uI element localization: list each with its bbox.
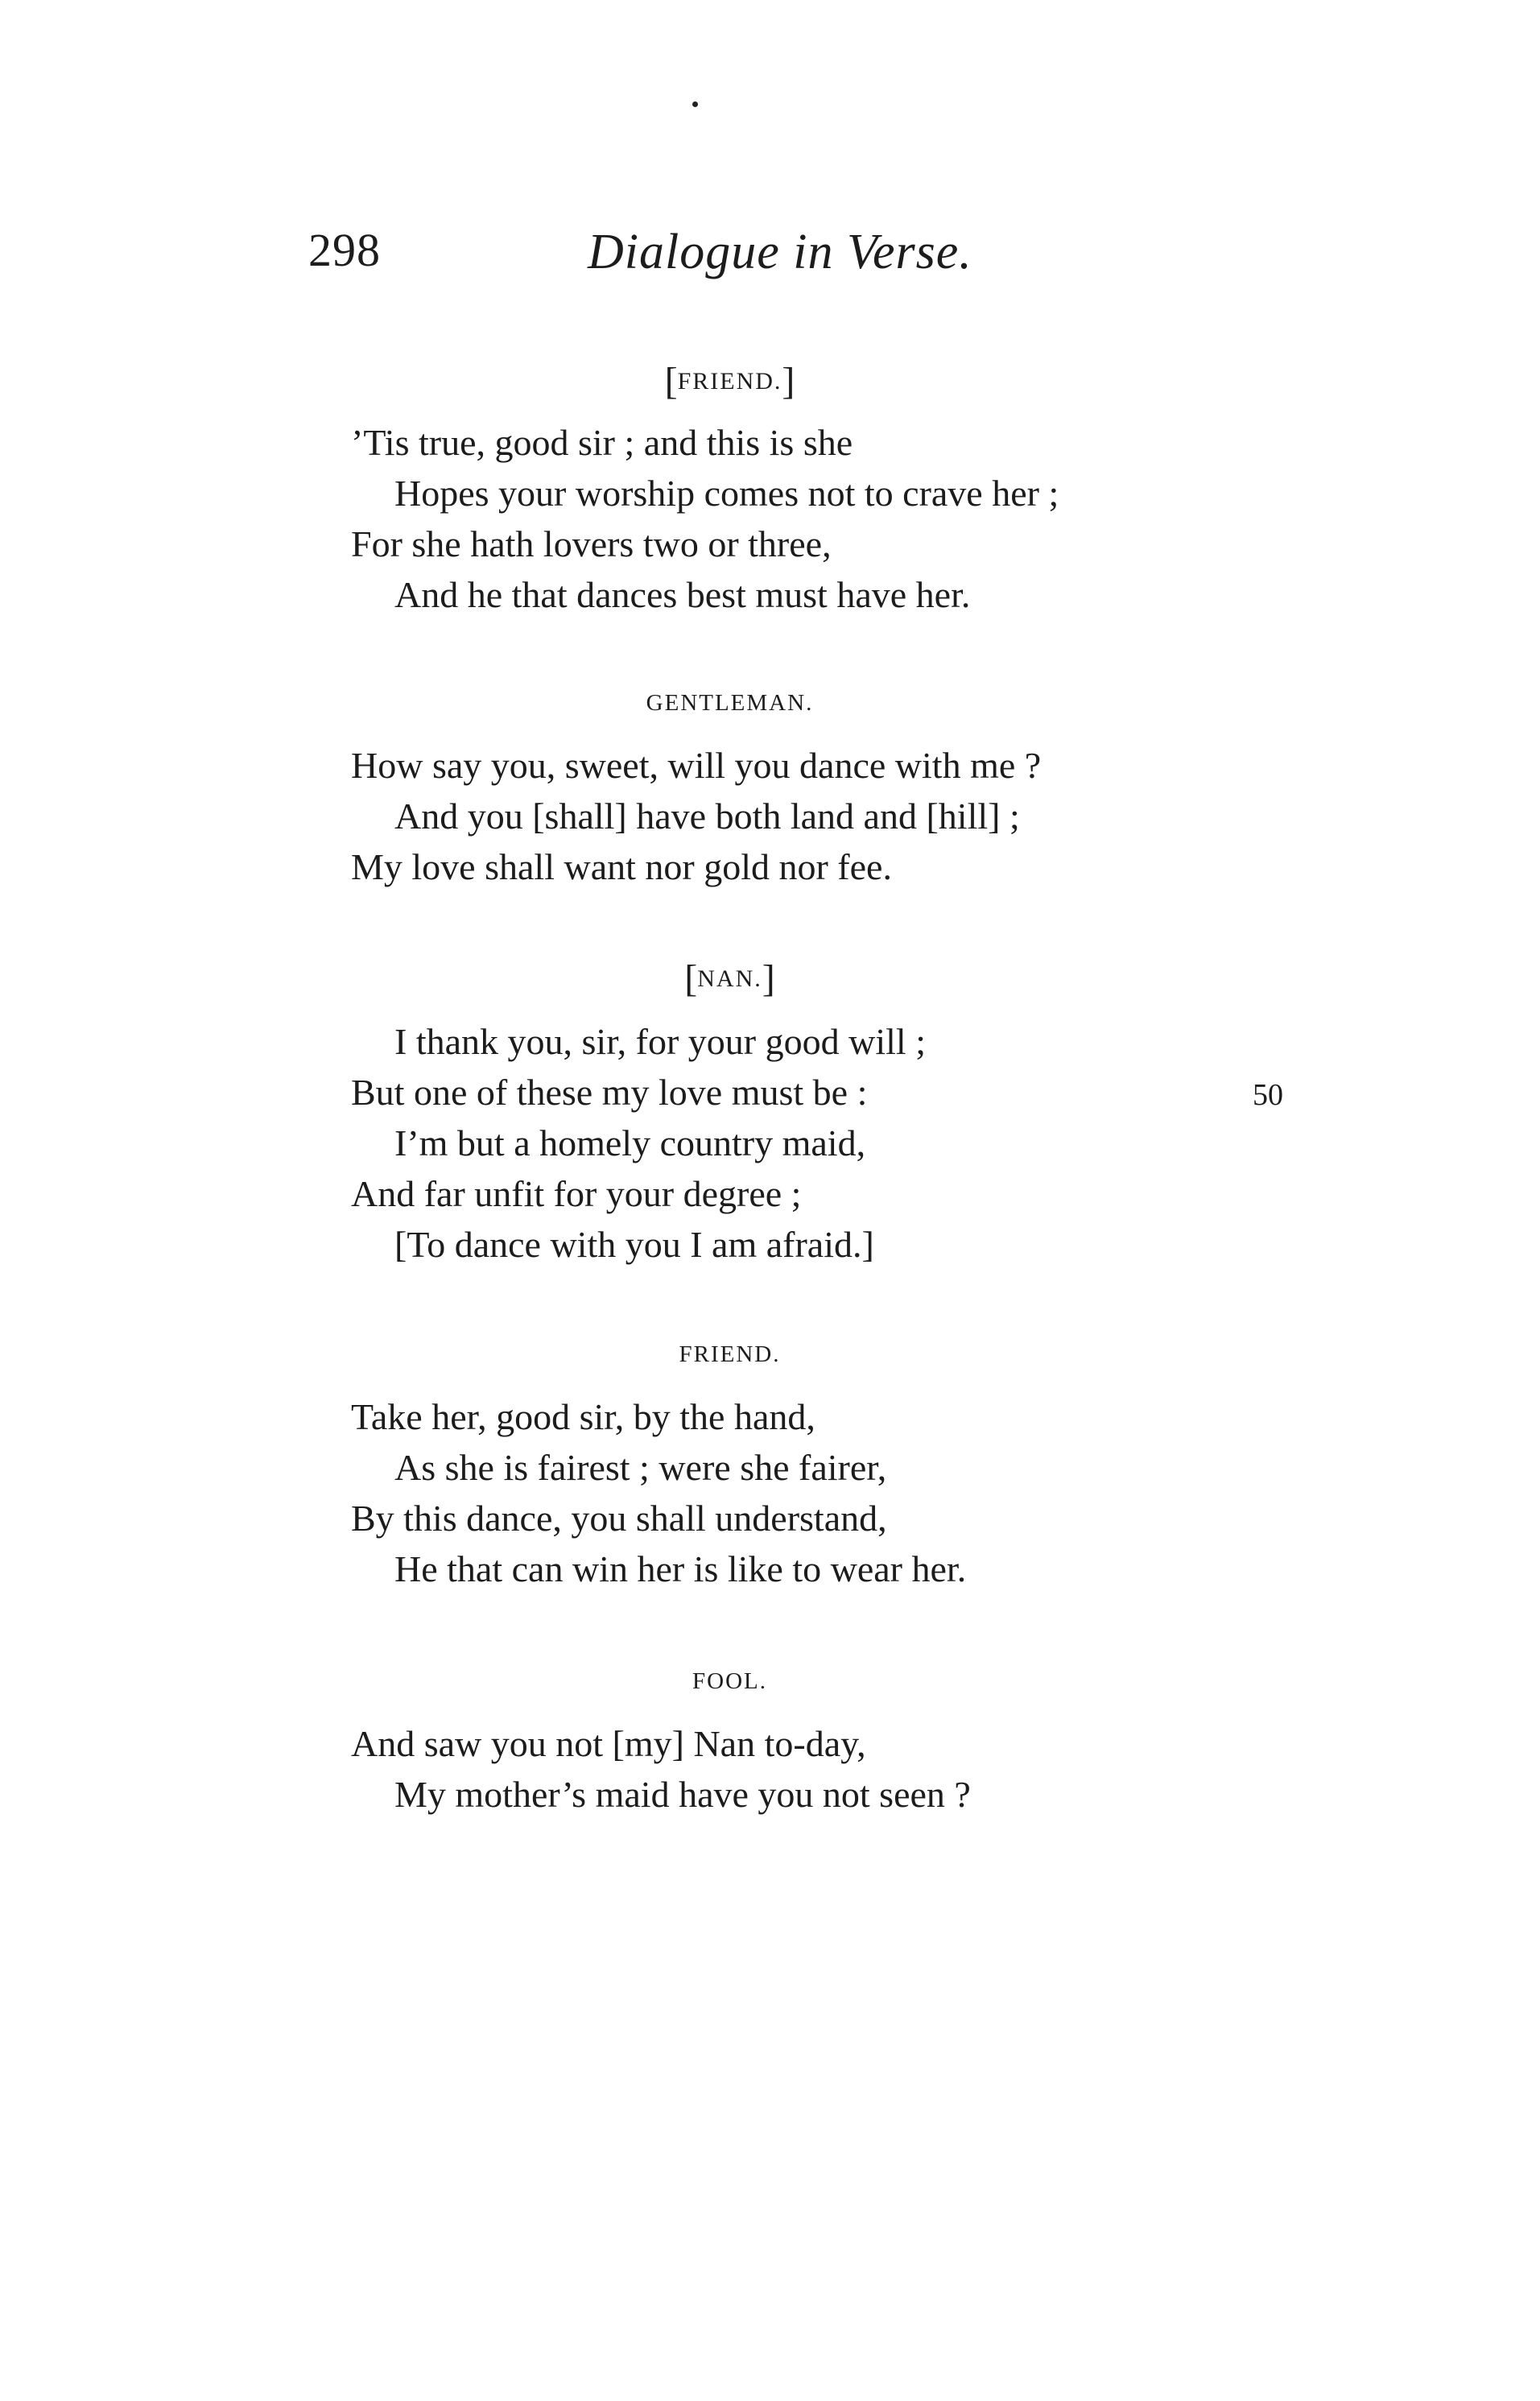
bracket-open: [: [664, 360, 678, 403]
speaker-name: NAN.: [697, 965, 762, 992]
verse-line: And you [shall] have both land and [hill] ;: [394, 796, 1020, 837]
speaker-label-friend: [0, 362, 1459, 401]
running-title: Dialogue in Verse.: [588, 225, 972, 279]
verse-line: For she hath lovers two or three,: [351, 523, 832, 564]
verse-line: ’Tis true, good sir ; and this is she: [351, 422, 853, 463]
verse-line: By this dance, you shall understand,: [351, 1498, 887, 1539]
verse-line: But one of these my love must be :: [351, 1072, 868, 1113]
bracket-close: ]: [762, 957, 775, 1000]
printer-mark-dot: [692, 101, 698, 107]
bracket-open: [: [684, 957, 698, 1000]
verse-line: I thank you, sir, for your good will ;: [394, 1021, 926, 1062]
verse-line: And far unfit for your degree ;: [351, 1173, 802, 1214]
speaker-label-fool: FOOL.: [692, 1668, 767, 1694]
speaker-label-gentleman: GENTLEMAN.: [646, 690, 814, 716]
line-number: 50: [1253, 1078, 1283, 1112]
verse-line: He that can win her is like to wear her.: [394, 1548, 967, 1589]
speaker-label-friend: FRIEND.: [679, 1341, 781, 1367]
verse-line: Hopes your worship comes not to crave her ;: [394, 473, 1059, 514]
verse-line: And saw you not [my] Nan to-day,: [351, 1723, 866, 1764]
speaker-label-nan: [0, 957, 1459, 1000]
verse-line: My love shall want nor gold nor fee.: [351, 846, 892, 887]
verse-line: [To dance with you I am afraid.]: [394, 1224, 874, 1265]
page-number: 298: [308, 224, 381, 276]
verse-line: How say you, sweet, will you dance with me ?: [351, 745, 1042, 786]
bracket-close: ]: [782, 360, 795, 403]
speaker-name: FRIEND.: [677, 368, 782, 395]
verse-line: Take her, good sir, by the hand,: [351, 1396, 815, 1437]
verse-line: I’m but a homely country maid,: [394, 1122, 866, 1163]
verse-line: And he that dances best must have her.: [394, 574, 971, 615]
verse-line: As she is fairest ; were she fairer,: [394, 1447, 887, 1488]
verse-line: My mother’s maid have you not seen ?: [394, 1774, 971, 1815]
